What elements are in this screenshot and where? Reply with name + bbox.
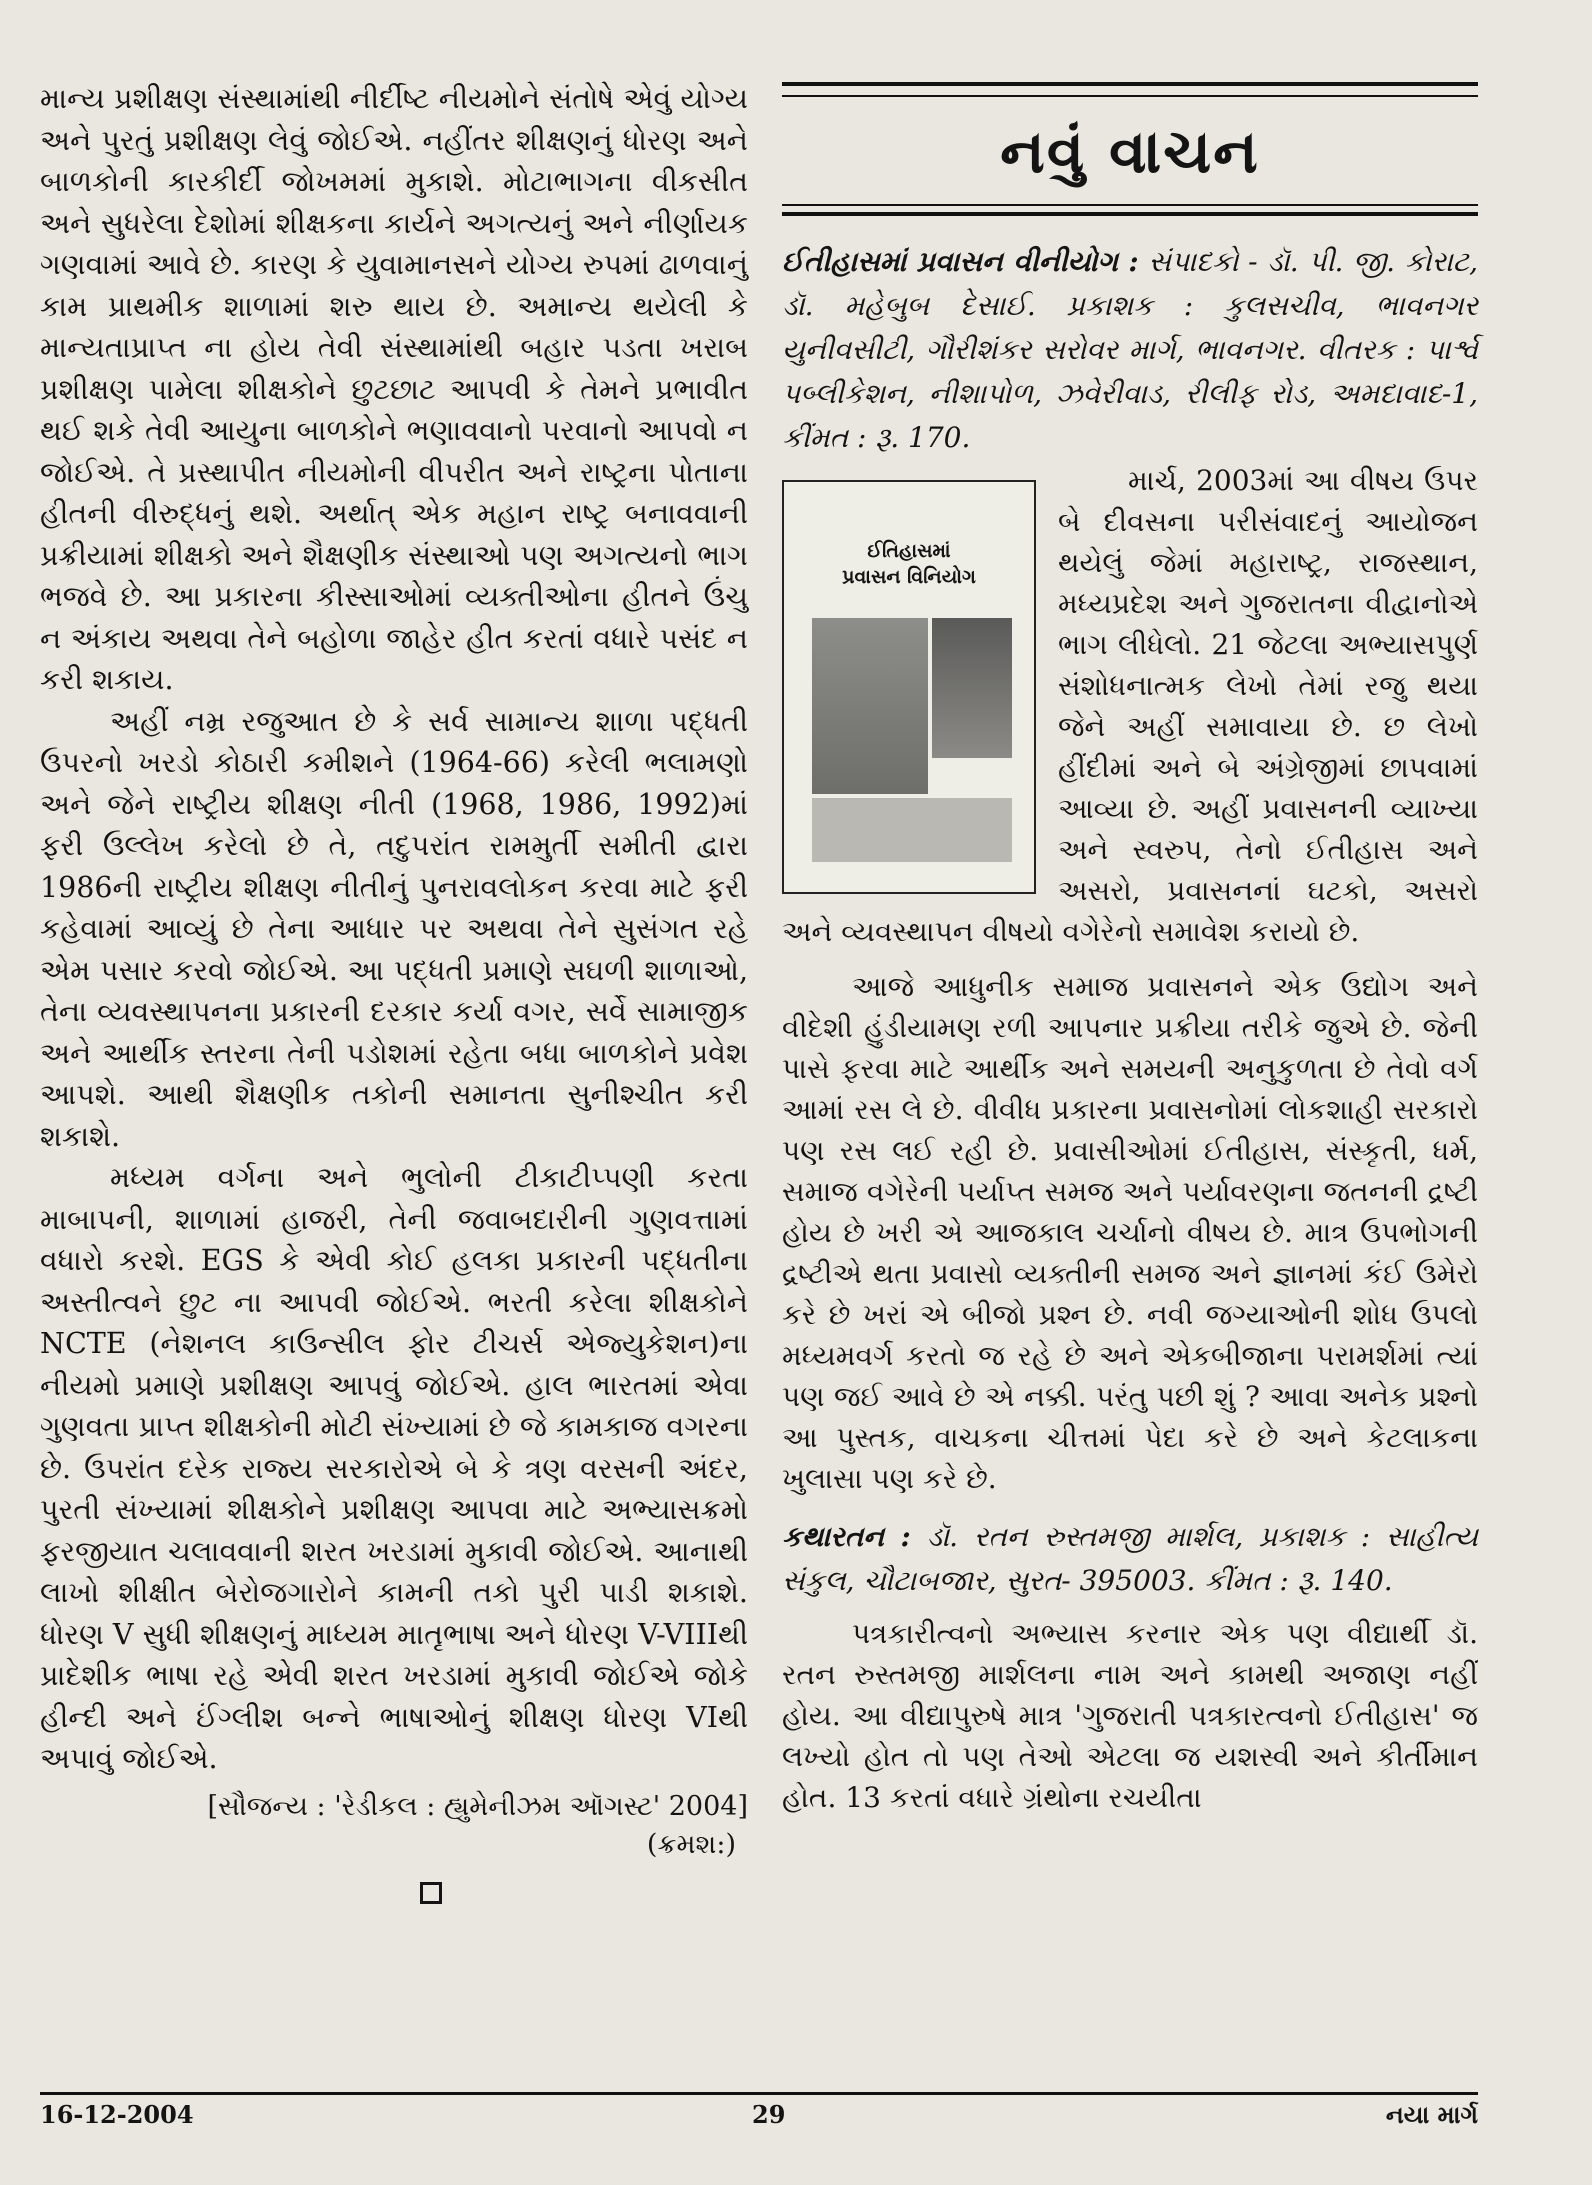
header-rule-thin <box>782 95 1478 97</box>
book-cover-image <box>782 480 1036 894</box>
source-credit: [સૌજન્ય : 'રેડીકલ : હ્યુમેનીઝમ ઑગસ્ટ' 2004] <box>207 1790 748 1822</box>
cover-lower-panel <box>812 798 1012 862</box>
publication-name: નયા માર્ગ <box>1385 2100 1478 2129</box>
left-paragraph-2: અહીં નમ્ર રજુઆત છે કે સર્વ સામાન્ય શાળા પદ્ધતી ઉપરનો ખરડો કોઠારી કમીશને (1964-66) કરેલી ભલામણો અને જેને રાષ્ટ્રીય શીક્ષણ નીતી (1968, 1986, 1992)માં ફરી ઉલ્લેખ કરેલો છે તે, તદુપરાંત રામમુર્તી સમીતી દ્વારા 1986ની રાષ્ટ્રીય શીક્ષણ નીતીનું પુનરાવલોકન કરવા માટે ફરી કહેવામાં આવ્યું છે તેના આધાર પર અથવા તેને સુસંગત રહે એમ પસાર કરવો જોઈએ. આ પદ્ધતી પ્રમાણે સઘળી શાળાઓ, તેના વ્યવસ્થાપનના પ્રકારની દરકાર કર્યા વગર, સર્વે સામાજીક અને આર્થીક સ્તરના તેની પડોશમાં રહેતા બધા બાળકોને પ્રવેશ આપશે. આથી શૈક્ષણીક તકોની સમાનતા સુનીશ્ચીત કરી શકાશે. <box>40 704 748 1153</box>
page-number: 29 <box>752 2100 786 2129</box>
book-cover-title-line2: પ્રવાસન વિનિયોગ <box>842 566 976 588</box>
book1-details: સંપાદકો - ડૉ. પી. જી. કોરાટ, ડૉ. મહેબુબ દેસાઈ. પ્રકાશક : કુલસચીવ, ભાવનગર યુનીવસીટી, ગૌરીશંકર સરોવર માર્ગ, ભાવનગર. વીતરક : પાર્શ્વ પબ્લીકેશન, નીશાપોળ, ઝવેરીવાડ, રીલીફ રોડ, અમદાવાદ-1, કીંમત : રૂ. 170. <box>782 245 1479 454</box>
left-paragraph-1: માન્ય પ્રશીક્ષણ સંસ્થામાંથી નીર્દીષ્ટ નીયમોને સંતોષે એવું યોગ્ય અને પુરતું પ્રશીક્ષણ લેવું જોઈએ. નહીંતર શીક્ષણનું ધોરણ અને બાળકોની કારકીર્દી જોખમમાં મુકાશે. મોટાભાગના વીકસીત અને સુધરેલા દેશોમાં શીક્ષકના કાર્યને અગત્યનું અને નીર્ણાયક ગણવામાં આવે છે. કારણ કે યુવામાનસને યોગ્ય રુપમાં ઢાળવાનું કામ પ્રાથમીક શાળામાં શરુ થાય છે. અમાન્ય થયેલી કે માન્યતાપ્રાપ્ત ના હોય તેવી સંસ્થામાંથી બહાર પડતા ખરાબ પ્રશીક્ષણ પામેલા શીક્ષકોને છુટછાટ આપવી કે તેમને પ્રભાવીત થઈ શકે તેવી આયુના બાળકોને ભણાવવાનો પરવાનો આપવો ન જોઈએ. તે પ્રસ્થાપીત નીયમોની વીપરીત અને રાષ્ટ્રના પોતાના હીતની વીરુદ્ધનું થશે. અર્થાત્ એક મહાન રાષ્ટ્ર બનાવવાની પ્રક્રીયામાં શીક્ષકો અને શૈક્ષણીક સંસ્થાઓ પણ અગત્યનો ભાગ ભજવે છે. આ પ્રકારના કીસ્સાઓમાં વ્યક્તીઓના હીતને ઉંચુ ન અંકાય અથવા તેને બહોળા જાહેર હીત કરતાં વધારે પસંદ ન કરી શકાય. <box>40 82 748 696</box>
title-rule-thick <box>782 212 1478 216</box>
left-paragraph-3: મધ્યમ વર્ગના અને ભુલોની ટીકાટીપ્પણી કરતા માબાપની, શાળામાં હાજરી, તેની જવાબદારીની ગુણવત્તામાં વધારો કરશે. EGS કે એવી કોઈ હલકા પ્રકારની પદ્ધતીના અસ્તીત્વને છુટ ના આપવી જોઈએ. ભરતી કરેલા શીક્ષકોને NCTE (નેશનલ કાઉન્સીલ ફોર ટીચર્સ એજ્યુકેશન)ના નીયમો પ્રમાણે પ્રશીક્ષણ આપવું જોઈએ. હાલ ભારતમાં એવા ગુણવતા પ્રાપ્ત શીક્ષકોની મોટી સંખ્યામાં છે જે કામકાજ વગરના છે. ઉપરાંત દરેક રાજ્ય સરકારોએ બે કે ત્રણ વરસની અંદર, પુરતી સંખ્યામાં શીક્ષકોને પ્રશીક્ષણ આપવા માટે અભ્યાસક્રમો ફરજીયાત ચલાવવાની શરત ખરડામાં મુકાવી જોઈએ. આનાથી લાખો શીક્ષીત બેરોજગારોને કામની તકો પુરી પાડી શકાશે. ધોરણ V સુધી શીક્ષણનું માધ્યમ માતૃભાષા અને ધોરણ V-VIIIથી પ્રાદેશીક ભાષા રહે એવી શરત ખરડામાં મુકાવી જોઈએ જોકે હીન્દી અને ઈંગ્લીશ બન્ને ભાષાઓનું શીક્ષણ ધોરણ VIથી અપાવું જોઈએ. <box>40 1161 748 1775</box>
book1-paragraph-1: માર્ચ, 2003માં આ વીષય ઉપર બે દીવસના પરીસંવાદનું આયોજન થયેલું જેમાં મહારાષ્ટ્ર, રાજસ્થાન, મધ્યપ્રદેશ અને ગુજરાતના વીદ્વાનોએ ભાગ લીધેલો. 21 જેટલા અભ્યાસપુર્ણ સંશોધનાત્મક લેખો તેમાં રજુ થયા જેને અહીં સમાવાયા છે. છ લેખો હીંદીમાં અને બે અંગ્રેજીમાં છાપવામાં આવ્યા છે. અહીં પ્રવાસનની વ્યાખ્યા અને સ્વરુપ, તેનો ઈતીહાસ અને અસરો, પ્રવાસનનાં ઘટકો, અસરો અને વ્યવસ્થાપન વીષયો વગેરેનો સમાવેશ કરાયો છે. <box>782 464 1478 948</box>
footer-rule <box>40 2092 1478 2095</box>
book1-bibliography <box>782 240 1478 460</box>
book1-title: ઈતીહાસમાં પ્રવાસન વીનીયોગ : <box>782 245 1139 278</box>
left-column <box>40 78 748 1904</box>
book1-paragraph-2: આજે આધુનીક સમાજ પ્રવાસનને એક ઉદ્યોગ અને વીદેશી હુંડીયામણ રળી આપનાર પ્રક્રીયા તરીકે જુએ છે. જેની પાસે ફરવા માટે આર્થીક અને સમયની અનુકુળતા છે તેવો વર્ગ આમાં રસ લે છે. વીવીધ પ્રકારના પ્રવાસનોમાં લોકશાહી સરકારો પણ રસ લઈ રહી છે. પ્રવાસીઓમાં ઈતીહાસ, સંસ્કૃતી, ધર્મ, સમાજ વગેરેની પર્યાપ્ત સમજ અને પર્યાવરણના જતનની દ્રષ્ટી હોય છે ખરી એ આજકાલ ચર્ચાનો વીષય છે. માત્ર ઉપભોગની દ્રષ્ટીએ થતા પ્રવાસો વ્યક્તીની સમજ અને જ્ઞાનમાં કંઈ ઉમેરો કરે છે ખરાં એ બીજો પ્રશ્ન છે. નવી જગ્યાઓની શોધ ઉપલો મધ્યમવર્ગ કરતો જ રહે છે અને એકબીજાના પરામર્શમાં ત્યાં પણ જઈ આવે છે એ નક્કી. પરંતુ પછી શું ? આવા અનેક પ્રશ્નો આ પુસ્તક, વાચકના ચીત્તમાં પેદા કરે છે અને કેટલાકના ખુલાસા પણ કરે છે. <box>782 970 1478 1495</box>
continued-label: (ક્રમશ:) <box>646 1828 736 1860</box>
corridor-photo <box>932 618 1012 758</box>
right-column <box>782 240 1478 1818</box>
book2-details: ડૉ. રતન રુસ્તમજી માર્શલ, પ્રકાશક : સાહીત્ય સંકુલ, ચૌટાબજાર, સુરત- 395003. કીંમત : રૂ. 140. <box>782 1520 1479 1597</box>
section-title: નવું વાચન <box>1000 117 1260 187</box>
temple-photo <box>812 618 928 794</box>
title-rule-thin <box>782 204 1478 206</box>
book2-title: કથારતન : <box>782 1520 911 1553</box>
header-rule-top <box>782 82 1478 86</box>
book-cover-title <box>784 538 1034 590</box>
end-mark-icon <box>420 1882 442 1904</box>
book-cover-title-line1: ઈતિહાસમાં <box>867 540 951 562</box>
book2-paragraph-1: પત્રકારીત્વનો અભ્યાસ કરનાર એક પણ વીદ્યાર્થી ડૉ. રતન રુસ્તમજી માર્શલના નામ અને કામથી અજાણ નહીં હોય. આ વીદ્યાપુરુષે માત્ર 'ગુજરાતી પત્રકારત્વનો ઈતીહાસ' જ લખ્યો હોત તો પણ તેઓ એટલા જ યશસ્વી અને કીર્તીમાન હોત. 13 કરતાં વધારે ગ્રંથોના રચયીતા <box>782 1617 1478 1814</box>
book2-bibliography <box>782 1515 1478 1603</box>
footer-date: 16-12-2004 <box>40 2100 194 2129</box>
